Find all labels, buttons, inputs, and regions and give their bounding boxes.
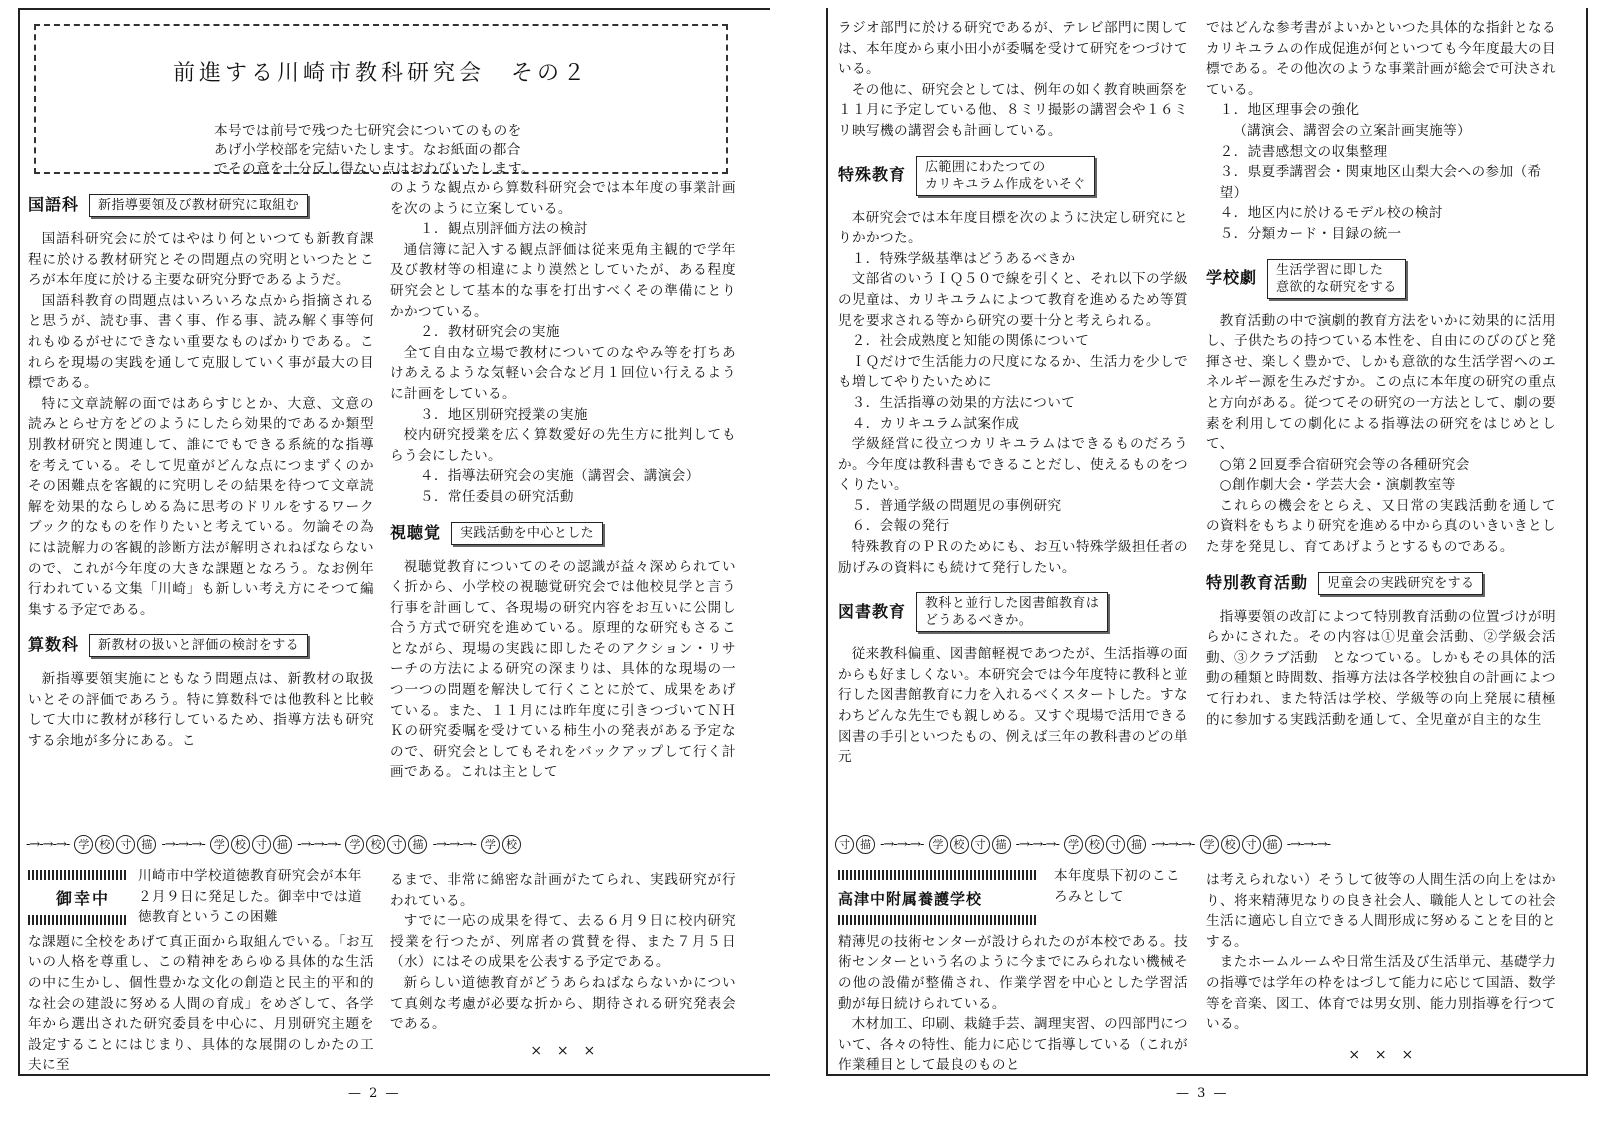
paragraph: 新らしい道徳教育がどうあらねばならないかについて真剣な考慮が必要な折から、期待される研究発表会である。 xyxy=(390,974,736,1033)
list-item: １．観点別評価方法の検討 xyxy=(419,221,588,238)
paragraph: 精薄児の技術センターが設けられたのが本校である。技術センターという名のように今までにみられない機械その他の設備が整備され、作業学習を中心とした学習活動が毎日続けられている。 xyxy=(838,933,1188,1012)
section-head-gakkogeki xyxy=(1206,259,1556,299)
school-name: 高津中附属養護学校 xyxy=(838,889,983,908)
left-col-1 xyxy=(28,188,374,752)
school-name: 御幸中 xyxy=(55,888,110,908)
school-banner xyxy=(838,866,1188,932)
paragraph: ＩＱだけで生活能力の尺度になるか、生活力を少しでも増してやりたいために xyxy=(838,353,1188,391)
stripe-decoration xyxy=(28,870,128,880)
paragraph: ラジオ部門に於ける研究であるが、テレビ部門に関しては、本年度から東小田小が委嘱を受けて研究をつづけている。 xyxy=(838,20,1188,78)
paragraph: その他に、研究会としては、例年の如く教育映画祭を１１月に予定している他、８ミリ撮影の講習会や１６ミリ映写機の講習会も計画している。 xyxy=(838,81,1188,139)
list-item: １．特殊学級基準はどうあるべきか xyxy=(851,250,1076,267)
paragraph: 特殊教育のＰＲのためにも、お互い特殊学級担任者の励げみの資料にも続けて発行したい。 xyxy=(838,539,1188,576)
right-rule xyxy=(1586,8,1588,1076)
list-item: ２．読書感想文の収集整理 xyxy=(1219,143,1388,160)
paragraph: 文部省のいうＩＱ５０で線を引くと、それ以下の学級の児童は、カリキユラムによつて教育を進めるため等質児を要求される等から研究の要十分と考えられる。 xyxy=(838,271,1188,329)
list-item: ○第２回夏季合宿研究会等の各種研究会 xyxy=(1219,456,1470,473)
paragraph: すでに一応の成果を得て、去る６月９日に校内研究授業を行つたが、列席者の賞賛を得、また７月５日（水）にはその成果を公表する予定である。 xyxy=(390,913,736,971)
school-feature-takatsu xyxy=(838,866,1188,1076)
paragraph: 木材加工、印刷、栽縫手芸、調理実習、の四部門について、各々の特性、能力に応じて指導している（これが作業種目として最良のものと xyxy=(838,1016,1188,1074)
list-item: ５．常任委員の研究活動 xyxy=(419,488,574,505)
page-left xyxy=(18,8,770,1101)
school-feature-miyuki xyxy=(28,866,374,1076)
list-item: ２．教材研究会の実施 xyxy=(419,324,560,341)
list-item: ３．県夏季講習会・関東地区山梨大会への参加（希望） xyxy=(1219,164,1542,201)
paragraph: これらの機会をとらえ、又日常の実践活動を通しての資料をもちより研究を進める中から真のいきいきとした芽を発見し、育てあげようとするものである。 xyxy=(1206,497,1556,556)
left-rule xyxy=(18,8,20,1076)
paragraph: 特に文章読解の面ではあらすじとか、大意、文意の読みとらせ方をどのようにしたら効果的であるか類型別教材研究と関連して、誰にでもできる系統的な指導を考えている。そして児童がどんな点につまずくのかその困難点を客観的に究明しその結果を待つて文章読解を効果的ならしめる為に思考のドリルをするワークブック的なものを作りたいと考えている。勿論その為には読解力の客観的診断方法が解明されねばならないので、これが今年度の大きな課題となろう。なお例年行われている文集「川崎」も新しい考え方にそつて編集する予定である。 xyxy=(28,395,374,618)
paragraph: のような観点から算数科研究会では本年度の事業計画を次のように立案している。 xyxy=(390,180,736,217)
section-head-sansu xyxy=(28,634,374,657)
school-banner xyxy=(28,866,374,932)
section-head-shichokaku xyxy=(390,522,736,545)
paragraph: 新指導要領実施にともなう問題点は、新教材の取扱いとその評価であろう。特に算数科では他教科と比較して大巾に教材が移行しているため、指導方法も研究する余地が多分にある。こ xyxy=(28,671,374,750)
separator-strip: -→-→-→- 学 校 寸 描 -→-→-→- 学 校 寸 描 -→-→-→- 学 校 寸 描 -→-→-→- 学 校 xyxy=(26,834,746,856)
subject-tokubetsu: 特別教育活動 xyxy=(1206,572,1309,592)
paragraph: ではどんな参考書がよいかといつた具体的な指針となるカリキユラムの作成促進が何といつても今年度最大の目標である。その他次のような事業計画が総会で可決されている。 xyxy=(1206,20,1556,98)
theme-tosho: 教科と並行した図書館教育は どうあるべきか。 xyxy=(916,592,1108,632)
list-item: ３．生活指導の効果的方法について xyxy=(851,394,1076,411)
stripe-decoration xyxy=(28,915,128,925)
school-feature-miyuki-col2 xyxy=(390,870,736,1061)
school-feature-takatsu-col2 xyxy=(1206,870,1556,1065)
top-rule xyxy=(18,8,770,10)
subject-tokushu: 特殊教育 xyxy=(838,165,907,185)
theme-shichokaku: 実践活動を中心とした xyxy=(451,522,603,545)
subject-sansu: 算数科 xyxy=(28,635,80,655)
paragraph: 国語科研究会に於てはやはり何といつても新教育課程に於ける教材研究とその問題点の究明といつたところが本年度に於ける主要な研究分野であるようだ。 xyxy=(28,231,374,289)
stripe-decoration xyxy=(838,870,1038,880)
subject-shichokaku: 視聴覚 xyxy=(390,522,442,542)
right-col-1 xyxy=(838,18,1188,768)
left-col-2 xyxy=(390,178,736,783)
list-item: ４．カリキユラム試案作成 xyxy=(851,415,1020,432)
paragraph: 校内研究授業を広く算数愛好の先生方に批判してもらう会にしたい。 xyxy=(390,427,736,464)
paragraph: は考えられない）そうして彼等の人間生活の向上をはかり、将来精薄児なりの良き社会人、職能人としての社会生活に適応し自立できる人間形成に努めることを目的とする。 xyxy=(1206,872,1556,950)
page-number: — 2 — xyxy=(348,1086,401,1101)
left-rule xyxy=(826,8,828,1076)
separator-strip: 寸 描 -→-→-→- 学 校 寸 描 -→-→-→- 学 校 寸 描 -→-→-→- 学 校 寸 描 -→-→-→- xyxy=(834,834,1564,856)
list-item: ２．社会成熟度と知能の関係について xyxy=(851,333,1090,350)
title-box xyxy=(34,24,728,177)
paragraph: 指導要領の改訂によつて特別教育活動の位置づけが明らかにされた。その内容は①児童会活動、②学級会活動、③クラブ活動 となつている。しかもその具体的活動の種類と時間数、指導方法は各学校独自の計画によつて行われ、また特活は学校、学級等の向上発展に積極的に参加する実践活動を通して、全児童が自主的な生 xyxy=(1206,608,1556,728)
crosses-divider: × × × xyxy=(530,1042,596,1059)
paragraph: 本研究会では本年度目標を次のように決定し研究にとりかかつた。 xyxy=(838,209,1188,247)
subject-tosho: 図書教育 xyxy=(838,601,907,621)
paragraph: 学級経営に役立つカリキユラムはできるものだろうか。今年度は教科書もできることだし、使えるものをつくりたい。 xyxy=(838,436,1188,494)
right-col-2 xyxy=(1206,18,1556,730)
list-item: ４．指導法研究会の実施（講習会、講演会） xyxy=(419,468,700,485)
list-item: （講演会、講習会の立案計画実施等） xyxy=(1233,122,1472,139)
paragraph: 国語科教育の問題点はいろいろな点から指摘されると思うが、読む事、書く事、作る事、読み解く事等何れもゆるがせにできない重要なものばかりである。これらを現場の実践を通して克服していく事が最大の目標である。 xyxy=(28,292,374,392)
paragraph: 本年度県下初のこころみとして xyxy=(1054,868,1180,905)
page-title: 前進する川崎市教科研究会 その２ xyxy=(172,61,589,86)
theme-sansu: 新教材の扱いと評価の検討をする xyxy=(89,634,308,657)
subject-gakkogeki: 学校劇 xyxy=(1206,268,1258,288)
list-item: ４．地区内に於けるモデル校の検討 xyxy=(1219,205,1443,222)
subject-kokugo: 国語科 xyxy=(28,195,80,215)
list-item: ５．普通学級の問題児の事例研究 xyxy=(851,497,1062,514)
section-head-tokubetsu xyxy=(1206,572,1556,595)
page-number: — 3 — xyxy=(1176,1086,1229,1101)
paragraph: な課題に全校をあげて真正面から取組んでいる。「お互いの人格を尊重し、この精神をあらゆる具体的な生活の中に生かし、個性豊かな文化の創造と民主的平和的な社会の建設に努める人間の育成」をめざして、各学年から選出された研究委員を中心に、月別研究主題を設定することにはじまり、具体的な展開のしかたの工夫に至 xyxy=(28,933,374,1074)
section-head-tokushu xyxy=(838,156,1188,196)
list-item: ６．会報の発行 xyxy=(851,518,950,535)
list-item: ３．地区別研究授業の実施 xyxy=(419,406,588,423)
theme-tokubetsu: 児童会の実践研究をする xyxy=(1318,572,1483,595)
list-item: ○創作劇大会・学芸大会・演劇教室等 xyxy=(1219,477,1456,494)
paragraph: 従来教科偏重、図書館軽視であつたが、生活指導の面からも好ましくない。本研究会では今年度特に教科と並行した図書館教育に力を入れるべくスタートした。すなわちどんな先生でも親しめる。又すぐ現場で活用できる図書の手引といつたもの、例えば三年の教科書のどの単元 xyxy=(838,646,1188,766)
paragraph: 川崎市中学校道徳教育研究会が本年２月９日に発足した。御幸中では道徳教育というこの困難 xyxy=(138,868,362,926)
theme-tokushu: 広範囲にわたつての カリキユラム作成をいそぐ xyxy=(916,156,1095,196)
stripe-decoration xyxy=(838,915,1038,925)
theme-kokugo: 新指導要領及び教材研究に取組む xyxy=(89,194,308,217)
paragraph: 視聴覚教育についてのその認識が益々深められていく折から、小学校の視聴覚研究会では他校見学と言う行事を計画して、各現場の研究内容をお互いに公開し合う方式で研究を進めている。原理的な研究もさることながら、現場の実践に即したそのアクション・リサーチの方法による研究の深まりは、具体的な現場の一つ一つの問題を解決して行くことに於て、成果をあげている。また、１１月には昨年度に引きつづいてＮＨＫの研究委嘱を受けている柿生小の発表がある予定なので、研究会としてもそれをバックアップして行く計画である。これは主として xyxy=(390,558,736,781)
paragraph: 全て自由な立場で教材についてのなやみ等を打ちあけあえるような気軽い会合など月１回位い行えるように計画をしている。 xyxy=(390,344,736,402)
paragraph: 通信簿に記入する観点評価は従来兎角主観的で学年及び教材等の相違により漠然としていたが、ある程度研究会として基本的な事を打出すべくその準備にとりかかつている。 xyxy=(390,241,736,320)
crosses-divider: × × × xyxy=(1348,1046,1414,1063)
paragraph: るまで、非常に綿密な計画がたてられ、実践研究が行われている。 xyxy=(390,872,736,909)
list-item: １．地区理事会の強化 xyxy=(1219,102,1360,119)
title-lead: 本号では前号で残つた七研究会についてのものを あげ小学校部を完結いたします。なお紙面の都合 でその意を十分反し得ない点はおわびいたします。 xyxy=(214,123,535,177)
list-item: ５．分類カード・目録の統一 xyxy=(1219,225,1402,242)
page-right xyxy=(826,8,1588,1101)
section-head-kokugo xyxy=(28,194,374,217)
paragraph: 教育活動の中で演劇的教育方法をいかに効果的に活用し、子供たちの持つている本性を、自由にのびのびと発揮させ、楽しく豊かで、しかも意欲的な生活学習へのエネルギー源を生みだすか。この点に本年度の研究の重点と方向がある。従つてその研究の一方法として、劇の要素を利用しての劇化による指導法の研究をはじめとして、 xyxy=(1206,312,1556,453)
theme-gakkogeki: 生活学習に即した 意欲的な研究をする xyxy=(1267,259,1406,299)
paragraph: またホームルームや日常生活及び生活単元、基礎学力の指導では学年の枠をはづして能力に応じて国語、数学等を音楽、図工、体育では男女別、能力別指導を行つている。 xyxy=(1206,954,1556,1033)
section-head-tosho xyxy=(838,592,1188,632)
